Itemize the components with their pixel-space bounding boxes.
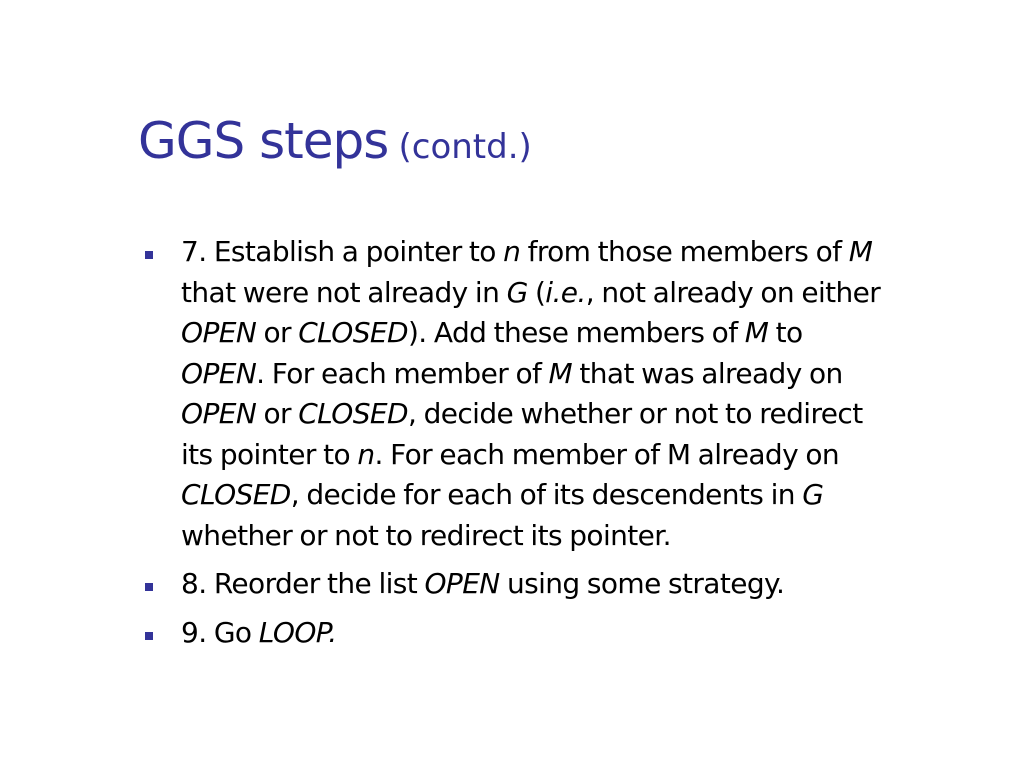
square-bullet-icon bbox=[145, 583, 153, 591]
bullet-line bbox=[181, 354, 1000, 395]
text-segment: to bbox=[768, 316, 803, 349]
text-segment: that was already on bbox=[572, 356, 843, 390]
text-segment: . For each member of bbox=[256, 356, 549, 390]
italic-term: n bbox=[503, 235, 521, 268]
bullet-item bbox=[140, 564, 1000, 605]
italic-term: LOOP. bbox=[258, 615, 337, 649]
italic-term: M bbox=[848, 235, 873, 268]
text-segment: or bbox=[256, 397, 299, 430]
italic-term: CLOSED bbox=[181, 478, 291, 511]
italic-term: G bbox=[506, 275, 528, 309]
slide-title bbox=[138, 112, 532, 170]
italic-term: OPEN bbox=[181, 397, 257, 430]
text-segment: , not already on either bbox=[585, 275, 881, 309]
text-segment: ( bbox=[527, 275, 546, 309]
bullet-line bbox=[181, 475, 1000, 516]
text-segment: . For each member of M already on bbox=[374, 437, 840, 471]
text-segment: whether or not to redirect its pointer. bbox=[181, 518, 671, 552]
title-main: GGS steps bbox=[138, 112, 389, 170]
bullet-line bbox=[181, 232, 1000, 273]
bullet-line bbox=[181, 564, 1000, 605]
bullet-list bbox=[140, 232, 1000, 661]
text-segment: its pointer to bbox=[181, 437, 358, 471]
italic-term: M bbox=[548, 356, 573, 390]
text-segment: from those members of bbox=[520, 235, 849, 268]
bullet-line bbox=[181, 313, 1000, 354]
italic-term: OPEN bbox=[181, 356, 257, 390]
text-segment: 8. Reorder the list bbox=[181, 567, 425, 600]
italic-term: n bbox=[357, 437, 375, 471]
italic-term: OPEN bbox=[424, 567, 500, 600]
bullet-line bbox=[181, 516, 1000, 557]
text-segment: ). Add these members of bbox=[407, 316, 745, 349]
italic-term: M bbox=[744, 316, 769, 349]
text-segment: that were not already in bbox=[181, 275, 507, 309]
square-bullet-icon bbox=[145, 632, 153, 640]
bullet-line bbox=[181, 435, 1000, 476]
text-segment: using some strategy. bbox=[499, 567, 785, 600]
title-subtitle: (contd.) bbox=[398, 127, 532, 167]
square-bullet-icon bbox=[145, 251, 153, 259]
bullet-line bbox=[181, 273, 1000, 314]
italic-term: CLOSED bbox=[298, 397, 408, 430]
italic-term: i.e. bbox=[545, 275, 586, 309]
text-segment: or bbox=[256, 316, 299, 349]
italic-term: CLOSED bbox=[298, 316, 408, 349]
text-segment: , decide for each of its descendents in bbox=[290, 478, 803, 511]
italic-term: OPEN bbox=[181, 316, 257, 349]
text-segment: 7. Establish a pointer to bbox=[181, 235, 504, 268]
italic-term: G bbox=[802, 478, 824, 511]
text-segment: , decide whether or not to redirect bbox=[407, 397, 863, 430]
text-segment: 9. Go bbox=[181, 615, 259, 649]
bullet-line bbox=[181, 394, 1000, 435]
bullet-item bbox=[140, 232, 1000, 556]
bullet-line bbox=[181, 613, 1000, 654]
bullet-item bbox=[140, 613, 1000, 654]
